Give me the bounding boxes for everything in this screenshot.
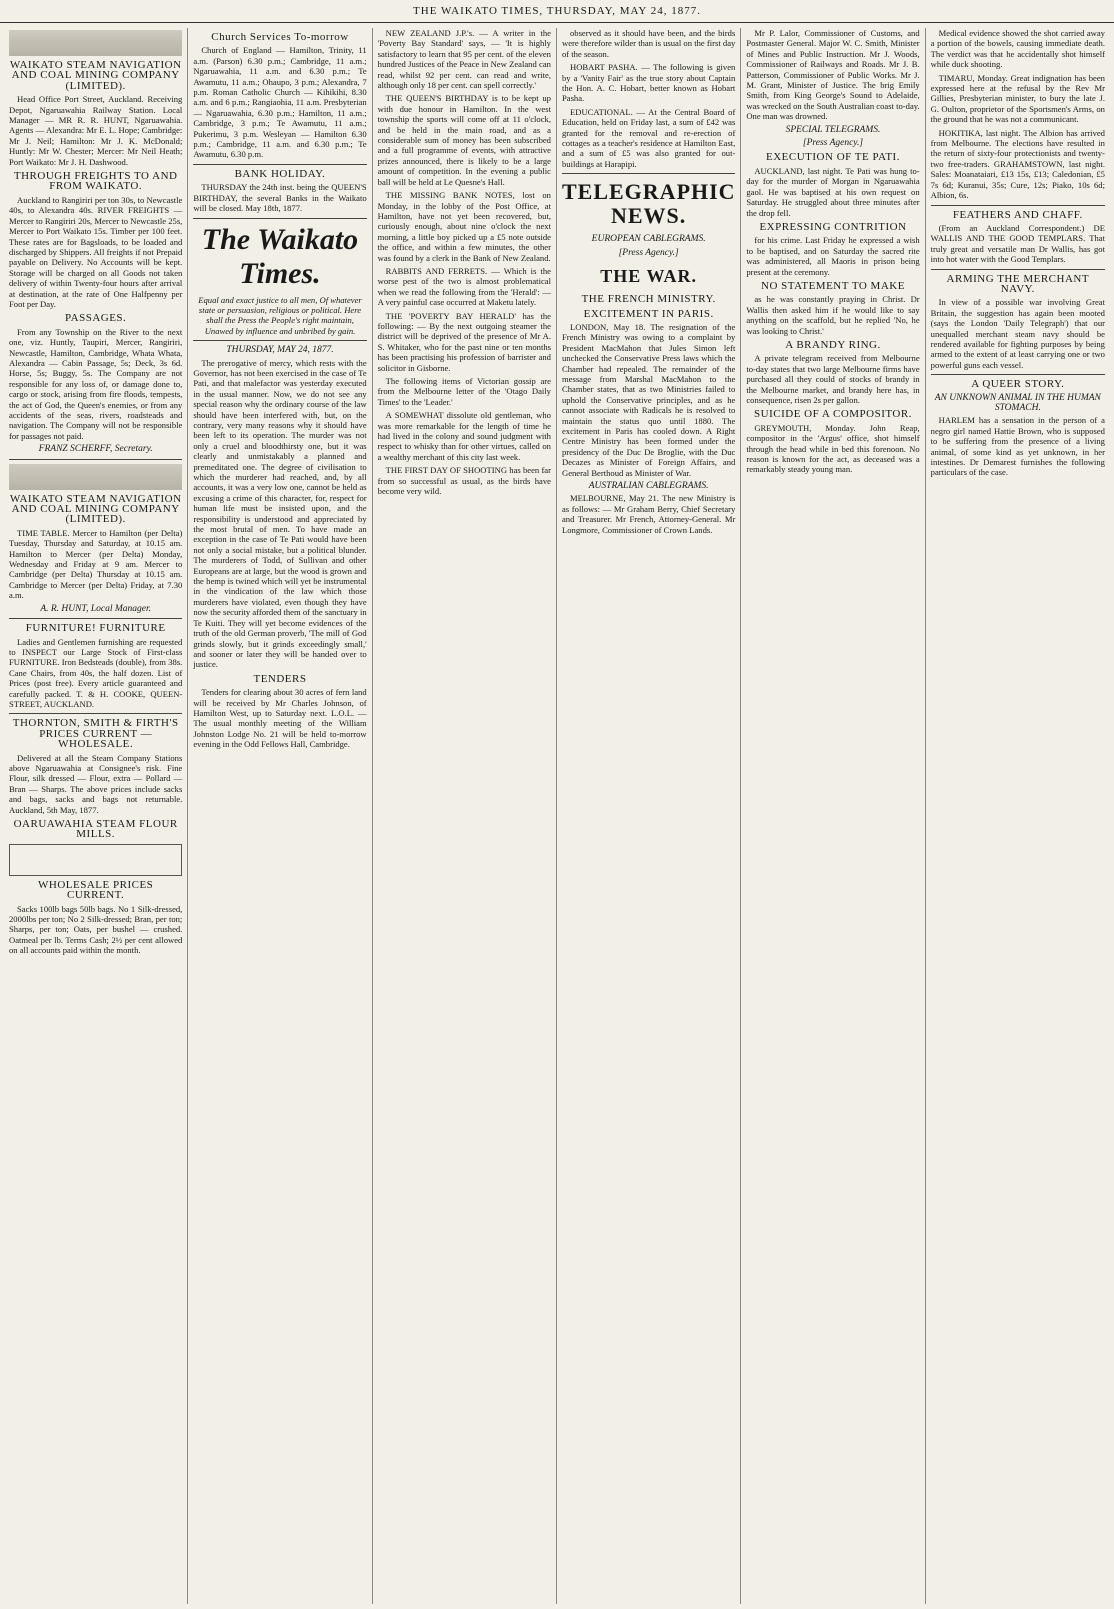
contrition-text: for his crime. Last Friday he expressed a wish to be baptised, and on Saturday the sacred rite was administered, all Maoris in prison being present at the ceremony. xyxy=(746,235,920,277)
no-statement-text: as he was constantly praying in Christ. Dr Wallis then asked him if he would like to say anything on the scaffold, but he replied 'No, he was looking to Christ.' xyxy=(746,294,920,336)
merchant-navy-text: In view of a possible war involving Great Britain, the suggestion has again been mooted (says the London 'Daily Telegraph') that our unequalled merchant steam navy should be rendered available for fighting purposes by being armed to the extent of at least carrying one or two powerful guns each vessel. xyxy=(930,297,1105,370)
feathers-chaff-text: (From an Auckland Correspondent.) DE WALLIS AND THE GOOD TEMPLARS. That truly great and versatile man Dr Wallis, has got into hot water with the Good Templars. xyxy=(930,222,1105,265)
steamer-illustration-2 xyxy=(9,464,182,490)
divider xyxy=(9,459,182,460)
flour-mills-heading: OARUAWAHIA STEAM FLOUR MILLS. xyxy=(13,818,178,841)
wholesale-prices-heading: WHOLESALE PRICES CURRENT. xyxy=(38,878,154,902)
tenders-text: Tenders for clearing about 30 acres of fern land will be received by Mr Charles Johnson, of Hamilton West, up to Saturday next. L.O.L. — The usual monthly meeting of the William Johnston Lodge No. 21 will be held to-morrow evening in the Odd Fellows Hall, Cambridge. xyxy=(193,687,367,750)
ministry-list-text: Mr P. Lalor, Commissioner of Customs, and Postmaster General. Major W. C. Smith, Minister of Mines and Public Instruction. Mr J. Woods, Commissioner of Railways and Roads. Mr J. B. Patterson, Commissioner of Public Works. Mr J. M. Grant, Minister of Justice. The brig Emily Smith, from King George's Sound to Adelaide, was wrecked on the South Australian coast to-day. One man was drowned. xyxy=(746,28,920,122)
divider xyxy=(9,618,182,619)
telegraphic-news-banner: TELEGRAPHIC NEWS. xyxy=(561,179,736,229)
column-6 xyxy=(926,28,1110,1604)
news-item-poverty-bay: THE 'POVERTY BAY HERALD' has the following: — By the next outgoing steamer the district will be deprived of the presence of Mr A. S. Whitaker, who for the past nine or ten months has been practising his profession of barrister and solicitor in Gisborne. xyxy=(377,310,551,373)
news-item-hobart-pasha: HOBART PASHA. — The following is given by a 'Vanity Fair' as the true story about Captain the Hon. A. C. Hobart, better known as Hobart Pasha. xyxy=(561,62,736,104)
war-text: LONDON, May 18. The resignation of the French Ministry was owing to a complaint by President MacMahon that Jules Simon left unchecked the Conservative Press laws which the Chamber had repealed. The remainder of the message from Marshal MacMahon to the Chamber states, that as two Ministries failed to uphold the Conservative principles, and as he cannot associate with Radicals he is resolved to maintain the status quo until 1880. The excitement in Paris has cooled down. A Right Centre Ministry has been formed under the presidency of the Duc De Broglie, with the Duc Decazes as Minister of Foreign Affairs, and General Berthoud as Minister of War. xyxy=(561,321,736,478)
suicide-heading: SUICIDE OF A COMPOSITOR. xyxy=(754,408,912,421)
divider xyxy=(193,218,366,219)
page-columns xyxy=(4,28,1110,1604)
column-1 xyxy=(4,28,188,1604)
australian-text: MELBOURNE, May 21. The new Ministry is as follows: — Mr Graham Berry, Chief Secretary and Treasurer. Mr French, Attorney-General. Mr Longmore, Commissioner of Crown Lands. xyxy=(561,493,736,535)
column-3 xyxy=(373,28,557,1604)
no-statement-heading: NO STATEMENT TO MAKE xyxy=(761,279,905,292)
execution-heading: EXECUTION OF TE PATI. xyxy=(766,151,900,164)
contrition-heading: EXPRESSING CONTRITION xyxy=(759,220,907,233)
news-item-jps: NEW ZEALAND J.P.'s. — A writer in the 'Poverty Bay Standard' says, — 'It is highly satisfactory to learn that 95 per cent. of the eleven hundred Justices of the Peace in New Zealand can read, whilst 92 per cent. can read and write, although only 18 per cent. can spell correctly.' xyxy=(377,28,551,91)
hokitika-text: HOKITIKA, last night. The Albion has arrived from Melbourne. The elections have resulted in the return of sixty-four protectionists and twenty-two free-traders. GRAHAMSTOWN, last night. Sales: Moanataiari, £13 15s, £13; Caledonian, £5 7s 6d; Kuranui, 35s; Cure, 12s; Piako, 10s 6d; Albion, 6s. xyxy=(930,127,1105,201)
news-item-shooting: THE FIRST DAY OF SHOOTING has been far from so successful as usual, as the birds have become very wild. xyxy=(377,465,551,497)
news-item-old-gentleman: A SOMEWHAT dissolute old gentleman, who was more remarkable for the length of time he had lived in the colony and sound judgment with respect to whisky than for other virtues, called on a wealthy merchant of this city last week. xyxy=(377,410,551,462)
furniture-text: Ladies and Gentlemen furnishing are requested to INSPECT our Large Stock of First-class FURNITURE. Iron Bedsteads (double), from 38s. Cane Chairs, from 40s, the half dozen. List of Prices (post free). Every article guaranteed and carefully packed. T. & H. COOKE, QUEEN-STREET, AUCKLAND. xyxy=(9,636,183,709)
column-5 xyxy=(741,28,925,1604)
news-item-victorian-gossip: The following items of Victorian gossip are from the Melbourne letter of the 'Otago Daily Times' to the 'Leader.' xyxy=(377,376,551,407)
timaru-text: TIMARU, Monday. Great indignation has been expressed here at the refusal by the Rev Mr Gillies, Presbyterian minister, to bury the late J. G. Oulton, proprietor of the Sportsmen's Arms, on the ground that he was not a communicant. xyxy=(930,72,1105,125)
divider xyxy=(562,173,735,174)
execution-text: AUCKLAND, last night. Te Pati was hung to-day for the murder of Morgan in Ngaruawahia gaol. He was baptised at his own request on Saturday. He struggled about three minutes after the drop fell. xyxy=(746,165,920,218)
masthead: THE WAIKATO TIMES, THURSDAY, MAY 24, 1877. xyxy=(0,0,1114,23)
secretary-signature: FRANZ SCHERFF, Secretary. xyxy=(38,444,153,455)
news-item-bank-notes: THE MISSING BANK NOTES, lost on Monday, in the lobby of the Post Office, at Hamilton, have not yet been recovered, but, curiously enough, about nine o'clock the next morning, a little boy picked up a £5 note outside the office, and within a few minutes, the other was found by a clerk in the Bank of New Zealand. xyxy=(377,190,551,263)
manager-signature: A. R. HUNT, Local Manager. xyxy=(40,603,151,614)
merchant-navy-heading: ARMING THE MERCHANT NAVY. xyxy=(946,272,1090,295)
the-war-heading: THE WAR. xyxy=(600,266,697,287)
divider xyxy=(931,374,1105,375)
steam-navigation-text: Head Office Port Street, Auckland. Receiving Depot, Ngaruawahia Railway Station. Local Manager — MR R. R. HUNT, Ngaruawahia. Agents — Alexandra: Mr E. L. Hope; Cambridge: Mr J. Neil; Hamilton: Mr J. K. McDonald; Huntly: Mr W. Chester; Mercer: Mr Neil Heath; Port Waikato: Mr J. H. Dashwood. xyxy=(9,94,183,167)
european-cablegrams-heading: EUROPEAN CABLEGRAMS. xyxy=(591,234,706,245)
feathers-chaff-heading: FEATHERS AND CHAFF. xyxy=(952,208,1083,221)
suicide-text: GREYMOUTH, Monday. John Reap, compositor in the 'Argus' office, shot himself through the head while in bed this forenoon. No reason is known for the act, as deceased was a remarkably steady young man. xyxy=(746,422,920,475)
divider xyxy=(193,340,366,341)
prices-current-heading: THORNTON, SMITH & FIRTH'S PRICES CURRENT — WHOLESALE. xyxy=(12,717,179,751)
time-table-heading: WAIKATO STEAM NAVIGATION AND COAL MINING COMPANY (LIMITED). xyxy=(9,492,182,526)
steamer-illustration xyxy=(9,30,182,56)
divider xyxy=(931,269,1105,270)
press-agency-label: [Press Agency.] xyxy=(618,247,679,258)
divider xyxy=(193,164,366,165)
queer-story-heading: A QUEER STORY. xyxy=(971,378,1065,391)
through-freights-heading: THROUGH FREIGHTS TO AND FROM WAIKATO. xyxy=(13,170,178,193)
time-table-text: TIME TABLE. Mercer to Hamilton (per Delta) Tuesday, Thursday and Saturday, at 10.15 am. Hamilton to Mercer (per Delta) Monday, Wednesday and Friday at 9 am. Mercer to Cambridge (per Delta) Thursday at 10.15 am. Cambridge to Mercer (per Delta) Friday, at 7.30 a.m. xyxy=(9,527,183,601)
medical-evidence-text: Medical evidence showed the shot carried away a portion of the bowels, causing immediate death. The verdict was that he accidentally shot himself while duck shooting. xyxy=(930,28,1105,70)
excitement-paris-heading: EXCITEMENT IN PARIS. xyxy=(583,307,714,320)
unknown-animal-subheading: AN UNKNOWN ANIMAL IN THE HUMAN STOMACH. xyxy=(934,392,1101,413)
news-item-rabbits: RABBITS AND FERRETS. — Which is the worse pest of the two is almost problematical when we read the following from the 'Herald': — A very painful case occurred at Maketu lately. xyxy=(377,265,551,308)
passages-heading: PASSAGES. xyxy=(65,312,127,325)
news-item-birthday: THE QUEEN'S BIRTHDAY is to be kept up with due honour in Hamilton. In the west township the sports will come off at 11 o'clock, and be held in the main road, and as a considerable sum of money has been subscribed and a full programme of events, with attractive prizes announced, there is likely to be a large amount of competition. In the evening a public ball will be held at Le Quesne's Hall. xyxy=(377,93,551,187)
newspaper-title: The Waikato Times. xyxy=(201,222,359,290)
australian-cablegrams-heading: AUSTRALIAN CABLEGRAMS. xyxy=(588,481,709,491)
newspaper-motto: Equal and exact justice to all men, Of whatever state or persuasion, religious or political. Here shall the Press the People's right maintain, Unawed by influence and unbribed by gain. xyxy=(198,294,362,336)
bank-holiday-heading: BANK HOLIDAY. xyxy=(234,167,326,180)
editorial-text: The prerogative of mercy, which rests with the Governor, has not been exercised in the case of Te Pati, and that malefactor was yesterday executed in the usual manner. Now, we do not see any special reason why the ordinary course of the law should have been interfered with, but, on the contrary, very many reasons why it should have been left to its operation. The murder was not only a cruel and bloodthirsty one, but it was clearly and unmistakably a planned and premeditated one. The degree of civilisation to which the murderer had reached, and, by all accounts, it was a very low one, cannot be held as excusing a crime of this character, for, respect for human life must be insisted upon, and the responsibility is understood and appreciated by the most brutal of men. To have made an exception in the case of Te Pati would have been not only a social mistake, but a political blunder. The murderers of Todd, of Sullivan and other Europeans are at large, but the wood is grown and the hemp is twined which will yet be instrumental in the vindication of the law which those murderers have violated, even though they have now the security afforded them of the sanctuary in Te Kuiti. They will yet become evidences of the truth of the old German proverb, 'The mill of God grinds slowly, but it grinds exceedingly small,' and sooner or later they will be handed over to justice. xyxy=(193,357,367,670)
prices-current-text: Delivered at all the Steam Company Stations above Ngaruawahia at Consignee's risk. Fine Flour, silk dressed — Flour, extra — Pollard — Bran — Sharps. The above prices include sacks and bags, sacks and bags not returnable. Auckland, 5th May, 1877. xyxy=(9,752,183,815)
issue-date: THURSDAY, MAY 24, 1877. xyxy=(226,345,334,356)
bank-holiday-text: THURSDAY the 24th inst. being the QUEEN'S BIRTHDAY, the several Banks in the Waikato will be closed. May 18th, 1877. xyxy=(193,182,367,214)
freights-text: Auckland to Rangiriri per ton 30s, to Newcastle 40s, to Alexandra 40s. RIVER FREIGHTS — Mercer to Rangiriri 20s, Mercer to Newcastle 25s, Mercer to Port Waikato 15s. Timber per 100 feet. These rates are for Bagsloads, to be loaded and discharged by Shippers. All freights if not Prepaid payable on Delivery. No Accounts will be kept. Storage will be charged on all Goods not taken delivery of within Twenty-four hours after arrival at destination, at the rate of One Halfpenny per Foot per Day. xyxy=(9,194,183,309)
special-telegrams-heading: SPECIAL TELEGRAMS. xyxy=(785,124,881,135)
tenders-heading: TENDERS xyxy=(253,672,307,685)
queer-story-text: HARLEM has a sensation in the person of a negro girl named Hattie Brown, who is supposed to be suffering from the presence of a living animal, of some kind as yet unknown, in her intestines. Dr Demarest furnishes the following particulars of the case. xyxy=(930,415,1105,478)
brandy-ring-text: A private telegram received from Melbourne to-day states that two large Melbourne firms have purchased all they could of stocks of brandy in the Melbourne market, and brandy here has, in consequence, risen 2s per gallon. xyxy=(746,353,920,405)
trade-mark-emblem xyxy=(9,844,182,876)
news-item-educational: EDUCATIONAL. — At the Central Board of Education, held on Friday last, a sum of £42 was granted for the removal and re-erection of cottages as a teacher's residence at Hamilton East, and a sum of £5 was also granted for out-buildings at Harapipi. xyxy=(561,106,736,169)
column-2 xyxy=(188,28,372,1604)
church-services-heading: Church Services To-morrow xyxy=(211,31,349,43)
furniture-heading: FURNITURE! FURNITURE xyxy=(25,622,166,635)
news-item-birds: observed as it should have been, and the birds were therefore wilder than is usual on the first day of the season. xyxy=(561,28,736,59)
column-4 xyxy=(557,28,741,1604)
divider xyxy=(931,205,1105,206)
french-ministry-heading: THE FRENCH MINISTRY. xyxy=(581,293,716,306)
brandy-ring-heading: A BRANDY RING. xyxy=(785,338,881,351)
church-services-text: Church of England — Hamilton, Trinity, 11 a.m. (Parson) 6.30 p.m.; Cambridge, 11 a.m.; Ngaruawahia, 11 a.m. and 6.30 p.m.; Te Awamutu, 11 a.m.; Ohaupo, 3 p.m.; Alexandra, 7 p.m. Roman Catholic Church — Kihikihi, 8.30 a.m. and 6 p.m.; Rangiaohia, 11 a.m. Presbyterian — Ngaruawahia, 6.30 p.m.; Hamilton, 11 a.m.; Cambridge, 3 p.m.; Te Awamutu, 11 a.m.; Pukerimu, 3 p.m. Wesleyan — Hamilton 6.30 p.m.; Cambridge, 11 a.m. and 6.30 p.m.; Te Awamutu, 6.30 p.m. xyxy=(193,45,367,160)
passages-text: From any Township on the River to the next one, viz. Huntly, Taupiri, Mercer, Rangiriri, Newcastle, Hamilton, Cambridge, Whata Whata, Alexandra — Cabin Passage, 5s; Deck, 3s 6d. Horse, 5s; Buggy, 5s. The Company are not responsible for any loss of, or damage done to, cargo or stock, arising from fire floods, tempests, the act of God, the Queen's enemies, or from any accidents of the seas, rivers, roadsteads and navigation. The Company will not be responsible for passages not paid. xyxy=(9,326,183,441)
wholesale-prices-text: Sacks 100lb bags 50lb bags. No 1 Silk-dressed, 2000lbs per ton; No 2 Silk-dressed; Bran, per ton; Sharps, per ton; Oats, per bushel — crushed. Oatmeal per lb. Terms Cash; 2½ per cent allowed on all accounts paid within the month. xyxy=(9,903,183,956)
steam-navigation-heading: WAIKATO STEAM NAVIGATION AND COAL MINING COMPANY (LIMITED). xyxy=(9,59,182,92)
press-agency-label: [Press Agency.] xyxy=(802,138,864,149)
divider xyxy=(9,713,182,714)
